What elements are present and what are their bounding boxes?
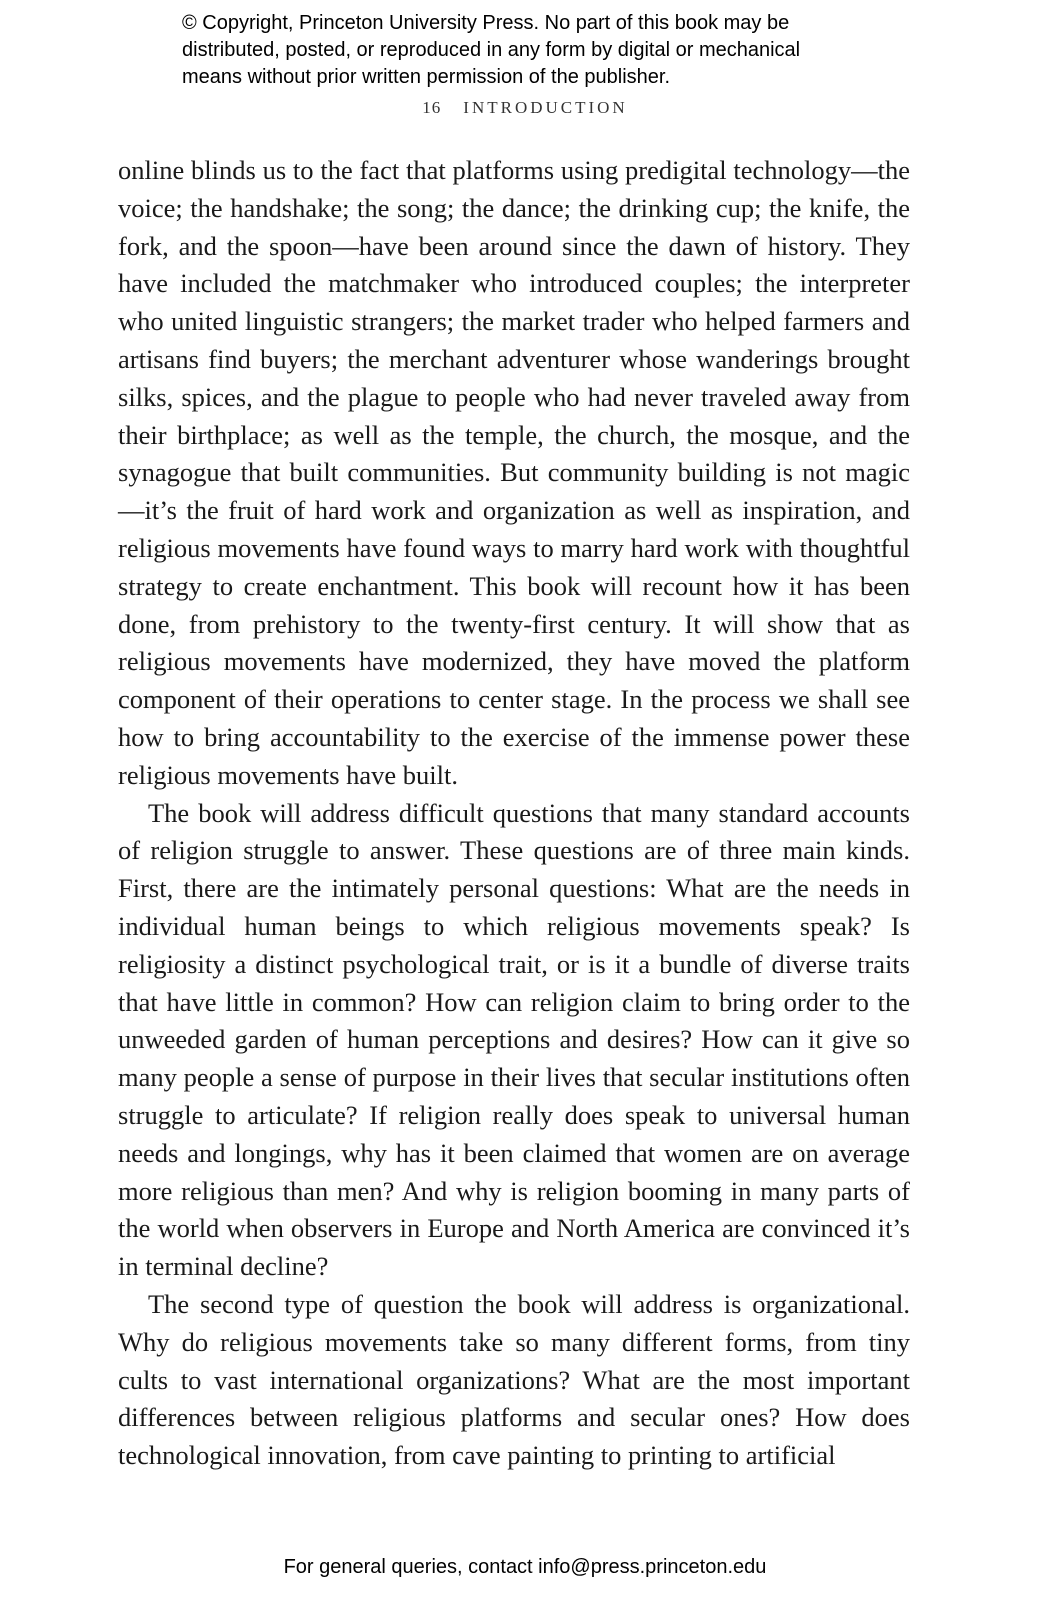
paragraph: The second type of question the book will address is organizational. Why do religious movements take so many different forms, from tiny cults to vast international organizations? What are the most important differences between religious platforms and secular ones? How does technological innovation, from cave painting to printing to artificial [118, 1288, 910, 1471]
running-head [0, 98, 1050, 118]
copyright-line: means without prior written permission of the publisher. [182, 66, 671, 88]
paragraph-continued: online blinds us to the fact that platforms using predigital technology—the voice; the handshake; the song; the dance; the drinking cup; the knife, the fork, and the spoon—have been around since the dawn of history. They have included the matchmaker who introduced couples; the interpreter who united linguistic strangers; the market trader who helped farmers and artisans find buyers; the merchant adventurer whose wanderings brought silks, spices, and the plague to people who had never traveled away from their birthplace; as well as the temple, the church, the mosque, and the synagogue that built communities. But community building is not magic—it’s the fruit of hard work and organization as well as inspiration, and religious movements have found ways to marry hard work with thoughtful strategy to create enchantment. This book will recount how it has been done, from prehistory to the twenty-first century. It will show that as religious movements have modernized, they have moved the platform component of their operations to center stage. In the process we shall see how to bring accountability to the exercise of the immense power these religious movements have built. [118, 155, 910, 790]
copyright-notice [182, 10, 902, 91]
running-title: INTRODUCTION [463, 98, 628, 117]
paragraph: The book will address difficult questions that many standard accounts of religion struggle to answer. These questions are of three main kinds. First, there are the intimately personal questions: What are the needs in individual human beings to which religious movements speak? Is religiosity a distinct psychological trait, or is it a bundle of diverse traits that have little in common? How can religion claim to bring order to the unweeded garden of human perceptions and desires? How can it give so many people a sense of purpose in their lives that secular institutions often struggle to articulate? If religion really does speak to universal human needs and longings, why has it been claimed that women are on average more religious than men? And why is religion booming in many parts of the world when observers in Europe and North America are convinced it’s in terminal decline? [118, 797, 910, 1282]
page-number: 16 [422, 98, 442, 117]
copyright-line: distributed, posted, or reproduced in any form by digital or mechanical [182, 39, 801, 61]
footer-contact: For general queries, contact info@press.princeton.edu [283, 1556, 767, 1578]
copyright-line: © Copyright, Princeton University Press. No part of this book may be [182, 12, 790, 34]
body-text [118, 152, 910, 1475]
